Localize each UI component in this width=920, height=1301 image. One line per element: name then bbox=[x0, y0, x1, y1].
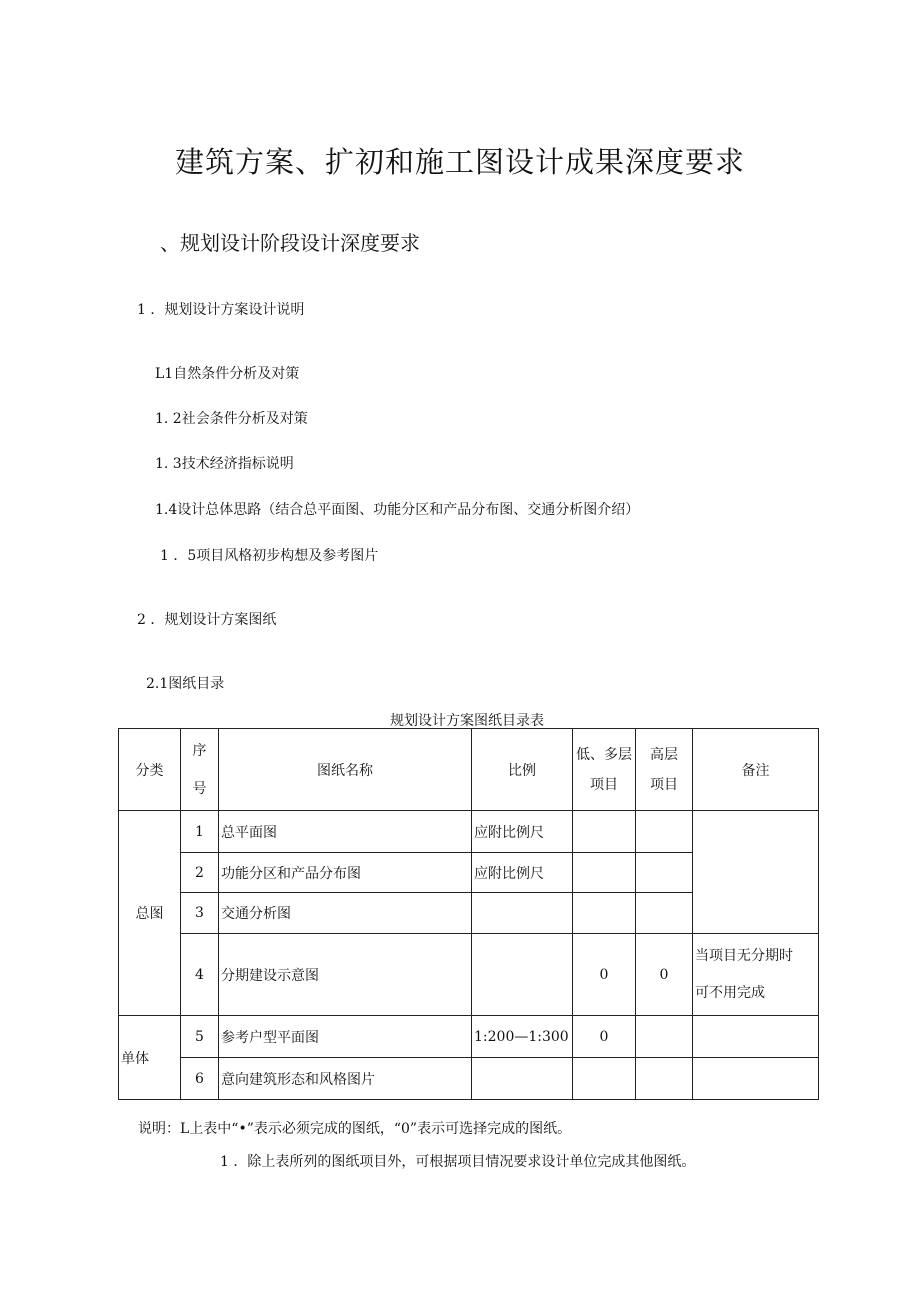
table-row bbox=[119, 811, 819, 853]
row-name: 总平面图 bbox=[219, 811, 472, 853]
table-row bbox=[119, 934, 819, 1016]
row-scale bbox=[472, 934, 573, 1016]
list-item: 1.4设计总体思路（结合总平面图、功能分区和产品分布图、交通分析图介绍） bbox=[155, 502, 640, 518]
header-low-top: 低、多层 bbox=[576, 746, 632, 763]
row-seq: 6 bbox=[181, 1058, 219, 1100]
row-high: 0 bbox=[636, 934, 693, 1016]
list-item: 1. 2社会条件分析及对策 bbox=[155, 411, 308, 427]
row-remark bbox=[693, 934, 819, 1016]
row-high bbox=[636, 853, 693, 893]
row-seq: 1 bbox=[181, 811, 219, 853]
row-remark-empty bbox=[693, 1058, 819, 1100]
row-name: 分期建设示意图 bbox=[219, 934, 472, 1016]
header-remark: 备注 bbox=[693, 729, 819, 811]
row-low bbox=[573, 811, 636, 853]
row-scale: 应附比例尺 bbox=[472, 853, 573, 893]
header-seq-top: 序 bbox=[192, 742, 207, 759]
table-header-row bbox=[119, 729, 819, 811]
row-name: 意向建筑形态和风格图片 bbox=[219, 1058, 472, 1100]
row-seq: 5 bbox=[181, 1016, 219, 1058]
header-seq-bottom: 号 bbox=[192, 780, 207, 797]
row-high bbox=[636, 1016, 693, 1058]
row-scale: 1:200—1:300 bbox=[472, 1016, 573, 1058]
row-low: 0 bbox=[573, 934, 636, 1016]
header-name: 图纸名称 bbox=[219, 729, 472, 811]
row-seq: 3 bbox=[181, 893, 219, 934]
table-note: 说明：L上表中“•”表示必须完成的图纸，“0”表示可选择完成的图纸。 bbox=[138, 1121, 572, 1137]
row-low: 0 bbox=[573, 1016, 636, 1058]
row-seq: 2 bbox=[181, 853, 219, 893]
table-note: 1 ．除上表所列的图纸项目外，可根据项目情况要求设计单位完成其他图纸。 bbox=[220, 1154, 696, 1170]
group-unit: 单体 bbox=[119, 1016, 181, 1100]
row-low bbox=[573, 853, 636, 893]
header-seq bbox=[181, 729, 219, 811]
row-seq: 4 bbox=[181, 934, 219, 1016]
remark-line-1: 当项目无分期时 bbox=[695, 947, 793, 964]
row-remark-empty bbox=[693, 1016, 819, 1058]
table-row bbox=[119, 1016, 819, 1058]
list-item: 1 ．5项目风格初步构想及参考图片 bbox=[160, 548, 379, 564]
row-high bbox=[636, 811, 693, 853]
row-high bbox=[636, 893, 693, 934]
row-name: 参考户型平面图 bbox=[219, 1016, 472, 1058]
subsection-heading-2: 2 ．规划设计方案图纸 bbox=[137, 612, 277, 628]
row-scale bbox=[472, 1058, 573, 1100]
row-high bbox=[636, 1058, 693, 1100]
row-remark-empty bbox=[693, 811, 819, 934]
row-name: 功能分区和产品分布图 bbox=[219, 853, 472, 893]
row-scale: 应附比例尺 bbox=[472, 811, 573, 853]
table-caption: 规划设计方案图纸目录表 bbox=[390, 713, 544, 729]
header-scale: 比例 bbox=[472, 729, 573, 811]
remark-line-2: 可不用完成 bbox=[695, 984, 765, 1001]
row-name: 交通分析图 bbox=[219, 893, 472, 934]
group-general: 总图 bbox=[119, 811, 181, 1016]
row-scale bbox=[472, 893, 573, 934]
header-category: 分类 bbox=[119, 729, 181, 811]
row-low bbox=[573, 893, 636, 934]
header-high-top: 高层 bbox=[650, 746, 678, 763]
row-low bbox=[573, 1058, 636, 1100]
list-item: L1自然条件分析及对策 bbox=[155, 366, 300, 382]
drawings-table bbox=[118, 728, 819, 1100]
table-row bbox=[119, 1058, 819, 1100]
header-low bbox=[573, 729, 636, 811]
header-high bbox=[636, 729, 693, 811]
header-low-bottom: 项目 bbox=[590, 776, 618, 793]
document-title: 建筑方案、扩初和施工图设计成果深度要求 bbox=[174, 145, 745, 179]
list-item: 1. 3技术经济指标说明 bbox=[155, 456, 294, 472]
header-high-bottom: 项目 bbox=[650, 776, 678, 793]
subsection-heading-1: 1 ．规划设计方案设计说明 bbox=[137, 302, 305, 318]
subsection-heading-2-1: 2.1图纸目录 bbox=[146, 676, 225, 692]
section-heading: 、规划设计阶段设计深度要求 bbox=[160, 231, 420, 255]
